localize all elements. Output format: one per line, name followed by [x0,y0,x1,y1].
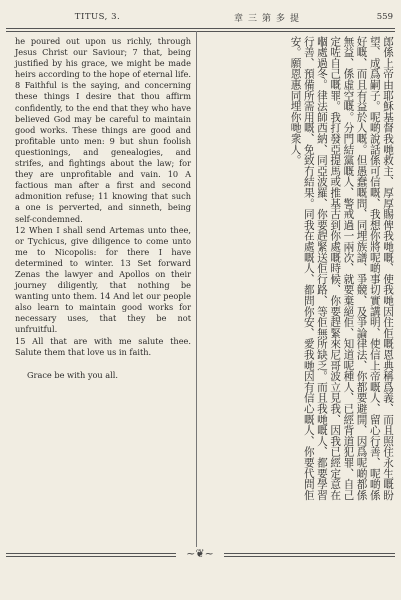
english-paragraph-2: 12 When I shall send Artemas unto thee, or Tychicus, give diligence to come unto me to Nicopolis: for there I have determined to winter. 13 Set forward Zenas the lawyer and Apollos on their journey diligently, that nothing be wanting unto them. 14 And let our people also learn to maintain good works for necessary uses, that they be not unfruitful. [15,224,191,335]
chinese-chapter-title: 章三第多提 [233,13,304,24]
english-paragraph-3: 15 All that are with me salute thee. Salute them that love us in faith. [15,335,191,357]
page-number: 559 [376,12,393,22]
column-divider [196,31,197,551]
header-rule [6,28,395,29]
chinese-column: 郎係上帝由耶穌基督我哋救主、厚厚賜俾我哋嘅、使我哋因住佢嘅恩典稱爲義、而且照住永生嘅盼望、成爲嗣子。呢啲說話係可信嘅、我想你將呢啲事切實講明、使信上帝嘅人、留心行善、呢啲係好嘅、而且有益於人嘅。但愚蠢嘅問、同埋族譜、爭競、及爭論律法、你都要避開、因爲呢啲都係無益、係虛空嘅。分門結黨嘅人、警戒過一兩次、就要棄絕佢、知道呢種人、已經背道犯罪、自己定咗自己嘅罪。我打發亞提馬或推基古到你處嘅時候、你要趕緊來尼哥波立見我、因我已經定意在嗰處過冬。律法師西納、同亞波羅、你要趕緊送佢行路、等佢無所缺乏。而且我哋嘅人、都要學習行善、預備所需用嘅、免致冇結果。同我在處嘅人、都問你安、愛我哋因有信心嘅人、你要代問佢安。願恩惠同埋你哋衆人。 [289,36,394,501]
ornament-icon: ~❦~ [176,547,224,563]
page-header [10,8,393,26]
english-column [15,36,191,381]
english-closing: Grace be with you all. [27,369,119,380]
english-paragraph-1: he poured out upon us richly, through Jesus Christ our Saviour; 7 that, being justified by his grace, we might be made heirs according to the hope of eternal life. 8 Faithful is the saying, and concerning these things I desire that thou affirm confidently, to the end that they who have believed God may be careful to maintain good works. These things are good and profitable unto men: 9 but shun foolish questionings, and genealogies, and strifes, and fightings about the law; for they are unprofitable and vain. 10 A factious man after a first and second admonition refuse; 11 knowing that such a one is perverted, and sinneth, being self-condemned. [15,36,191,224]
book-chapter-title: TITUS, 3. [74,12,121,22]
header-rule-secondary [6,31,395,32]
